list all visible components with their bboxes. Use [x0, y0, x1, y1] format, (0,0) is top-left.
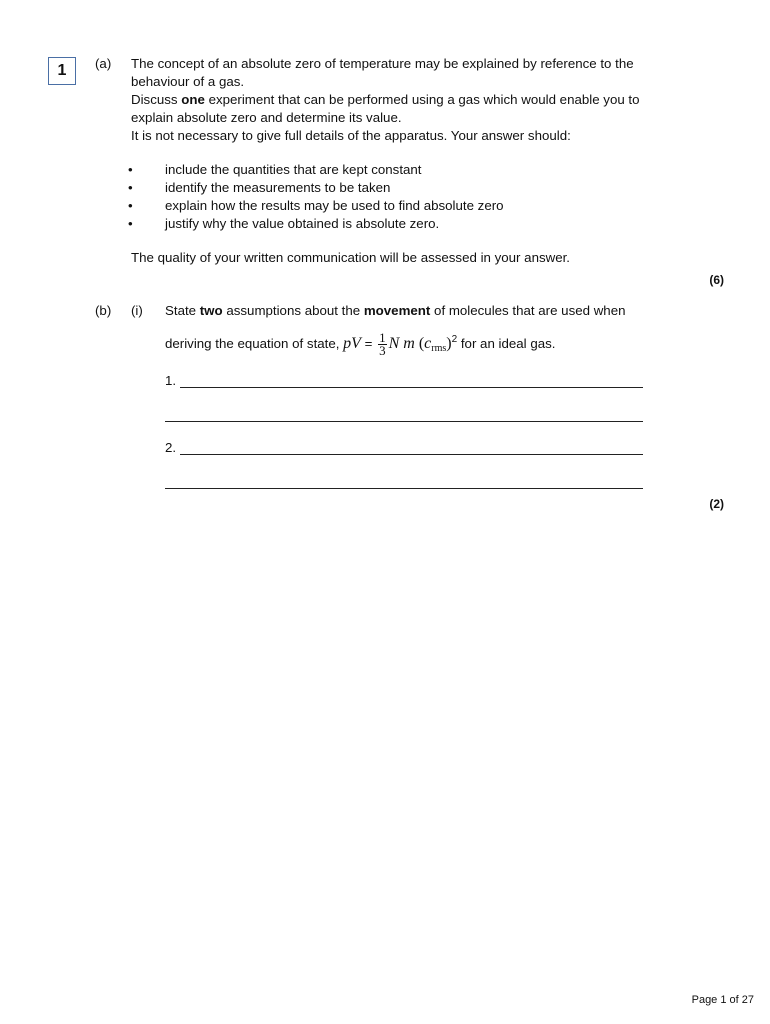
bullet-item: include the quantities that are kept constant	[165, 162, 422, 177]
state-prefix: State	[165, 303, 200, 318]
answer-number-1: 1.	[165, 373, 177, 388]
bullet-item: explain how the results may be used to find absolute zero	[165, 198, 504, 213]
answer-number-2: 2.	[165, 440, 177, 455]
deriving-suffix: for an ideal gas.	[457, 336, 556, 352]
answer-line[interactable]	[180, 387, 643, 388]
formula-equals: =	[360, 336, 377, 352]
bullet-dot: •	[128, 162, 133, 177]
formula-superscript: 2	[451, 334, 458, 346]
formula-subscript: rms	[431, 343, 447, 355]
part-a-line-2: behaviour of a gas.	[131, 74, 245, 89]
deriving-prefix: deriving the equation of state,	[165, 336, 344, 352]
part-a-line-4: explain absolute zero and determine its value.	[131, 110, 402, 125]
discuss-prefix: Discuss	[131, 92, 182, 107]
part-a-label: (a)	[95, 56, 112, 71]
state-bold-two: two	[199, 303, 223, 318]
discuss-suffix: experiment that can be performed using a gas which would enable you to	[204, 92, 640, 107]
bullet-dot: •	[128, 216, 133, 231]
answer-line[interactable]	[165, 421, 643, 422]
state-suffix: of molecules that are used when	[430, 303, 626, 318]
formula-fraction	[378, 332, 387, 357]
formula-open-paren: (	[414, 335, 425, 353]
bullet-item: identify the measurements to be taken	[165, 180, 391, 195]
state-bold-movement: movement	[363, 303, 431, 318]
part-b-marks: (2)	[709, 497, 724, 511]
part-a-discuss-line	[131, 92, 640, 107]
part-a-line-1: The concept of an absolute zero of temperature may be explained by reference to the	[131, 56, 634, 71]
fraction-numerator: 1	[379, 330, 386, 345]
answer-line[interactable]	[165, 488, 643, 489]
answer-line[interactable]	[180, 454, 643, 455]
part-b-label: (b)	[95, 303, 112, 318]
state-mid: assumptions about the	[222, 303, 364, 318]
part-b-state-line	[165, 303, 626, 318]
question-number: 1	[48, 57, 76, 85]
quality-note: The quality of your written communication will be assessed in your answer.	[131, 250, 570, 265]
bullet-dot: •	[128, 180, 133, 195]
formula-pv: pV	[343, 335, 361, 353]
deriving-line	[165, 332, 555, 357]
formula-close-paren: )	[446, 335, 452, 353]
bullet-dot: •	[128, 198, 133, 213]
discuss-bold: one	[181, 92, 205, 107]
part-b-sub-label: (i)	[131, 303, 143, 318]
part-a-line-5: It is not necessary to give full details of the apparatus. Your answer should:	[131, 128, 571, 143]
part-a-marks: (6)	[709, 273, 724, 287]
formula-nm: N m	[388, 335, 415, 353]
fraction-denominator: 3	[379, 343, 386, 358]
bullet-item: justify why the value obtained is absolute zero.	[165, 216, 440, 231]
formula-c: c	[424, 335, 432, 353]
page-number: Page 1 of 27	[691, 994, 754, 1006]
